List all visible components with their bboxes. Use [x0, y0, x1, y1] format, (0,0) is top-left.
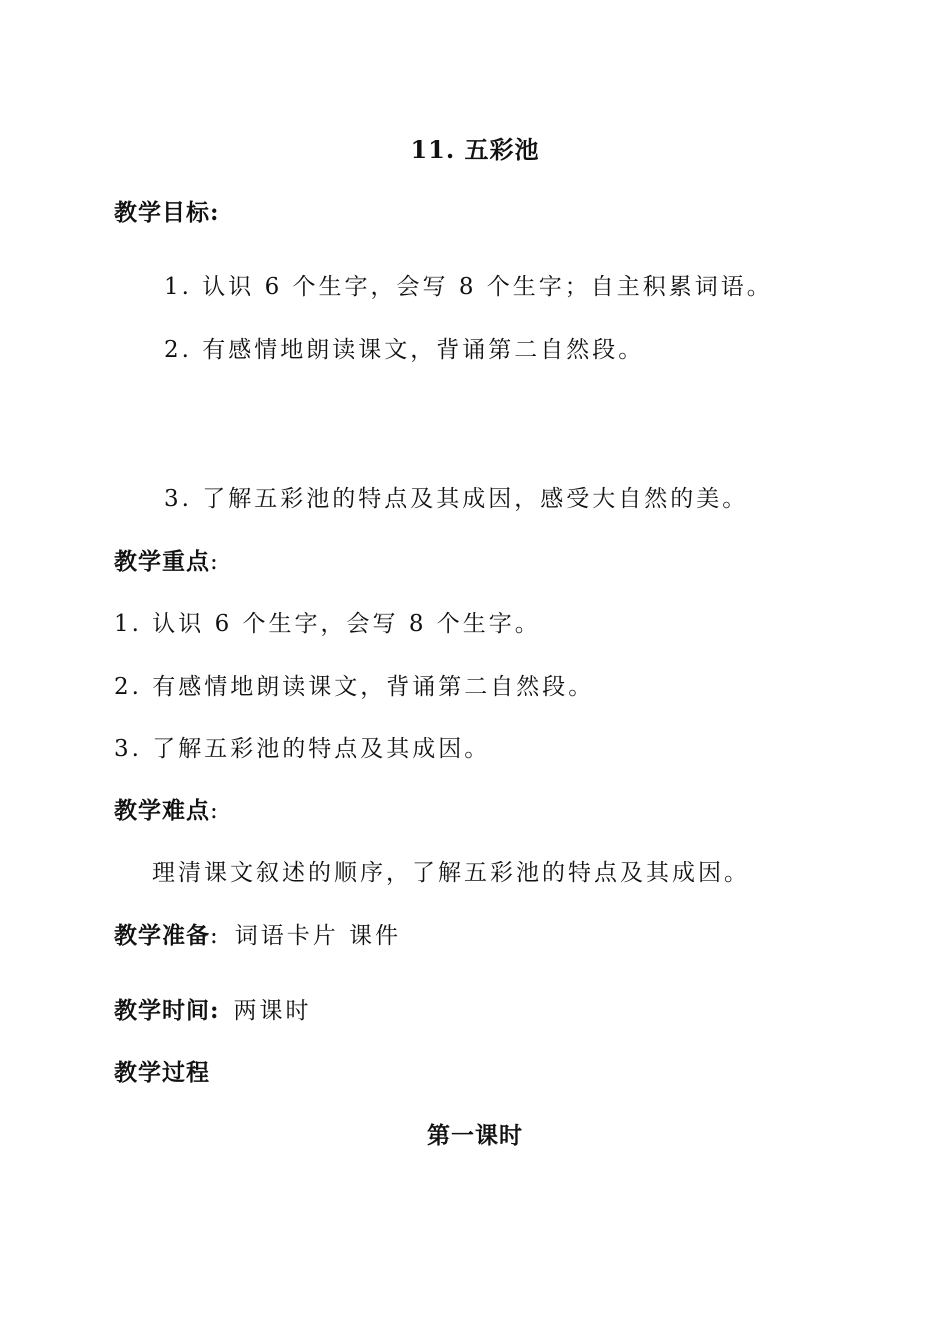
key-point-item-3: 3. 了解五彩池的特点及其成因。	[114, 736, 491, 762]
document-title: 11. 五彩池	[410, 135, 540, 164]
difficulties-colon: :	[210, 798, 221, 824]
key-point-item-2: 2. 有感情地朗读课文，背诵第二自然段。	[114, 674, 595, 700]
key-points-label: 教学重点	[114, 548, 210, 575]
objective-item-3: 3. 了解五彩池的特点及其成因，感受大自然的美。	[164, 486, 749, 512]
time-value: 两课时	[233, 998, 312, 1024]
key-points-heading	[114, 547, 221, 577]
objectives-heading: 教学目标:	[114, 199, 220, 226]
key-point-item-1: 1. 认识 6 个生字，会写 8 个生字。	[114, 611, 541, 637]
time-label: 教学时间:	[114, 997, 220, 1024]
lesson-heading: 第一课时	[427, 1122, 523, 1149]
preparation-colon: :	[210, 923, 221, 949]
preparation-line	[114, 921, 401, 951]
preparation-value: 词语卡片 课件	[234, 923, 402, 949]
difficulties-text: 理清课文叙述的顺序，了解五彩池的特点及其成因。	[152, 860, 750, 886]
time-line	[114, 996, 312, 1026]
difficulties-label: 教学难点	[114, 797, 210, 824]
objective-item-2: 2. 有感情地朗读课文，背诵第二自然段。	[164, 337, 645, 363]
preparation-label: 教学准备	[114, 922, 210, 949]
difficulties-heading	[114, 796, 221, 826]
key-points-colon: :	[210, 549, 221, 575]
process-heading: 教学过程	[114, 1059, 210, 1086]
objective-item-1: 1. 认识 6 个生字，会写 8 个生字；自主积累词语。	[164, 274, 773, 300]
